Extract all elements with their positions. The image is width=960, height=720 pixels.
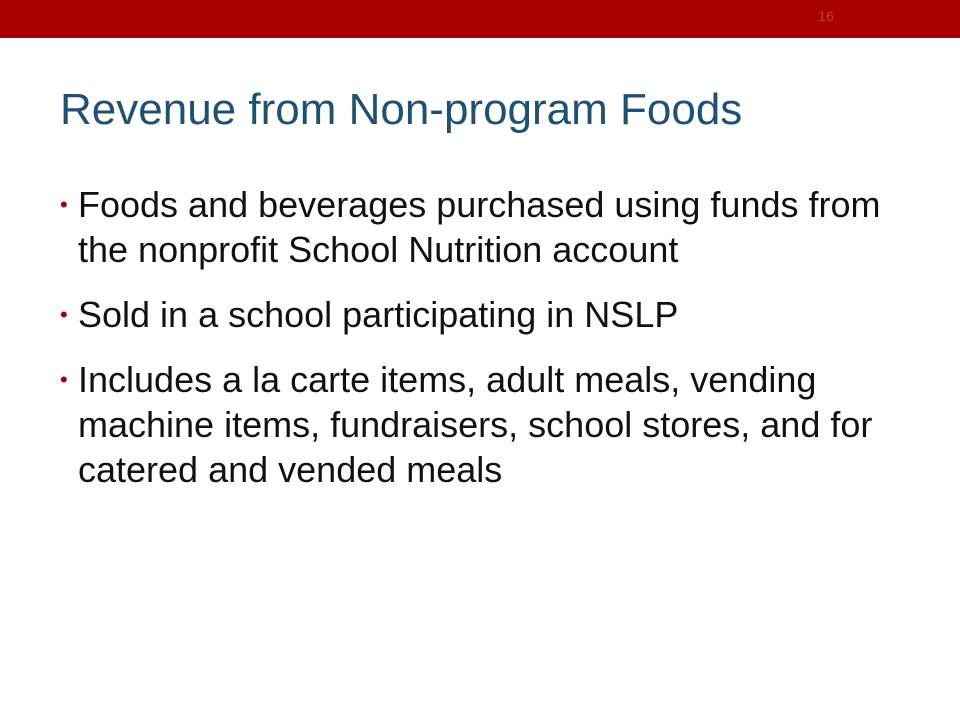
bullet-item (60, 182, 920, 272)
top-accent-bar (0, 0, 960, 38)
bullet-item (60, 292, 920, 337)
bullet-text: Sold in a school participating in NSLP (78, 294, 679, 335)
slide-number: 16 (818, 8, 834, 24)
slide-title: Revenue from Non-program Foods (60, 85, 743, 134)
bullet-list (60, 182, 920, 512)
bullet-item (60, 357, 920, 492)
bullet-dot-icon: • (60, 192, 68, 217)
bullet-text: Includes a la carte items, adult meals, vending machine items, fundraisers, school stores, and for catered and vended meals (78, 359, 873, 490)
bullet-text: Foods and beverages purchased using funds from the nonprofit School Nutrition account (78, 184, 881, 270)
bullet-dot-icon: • (60, 302, 68, 327)
bullet-dot-icon: • (60, 367, 68, 392)
